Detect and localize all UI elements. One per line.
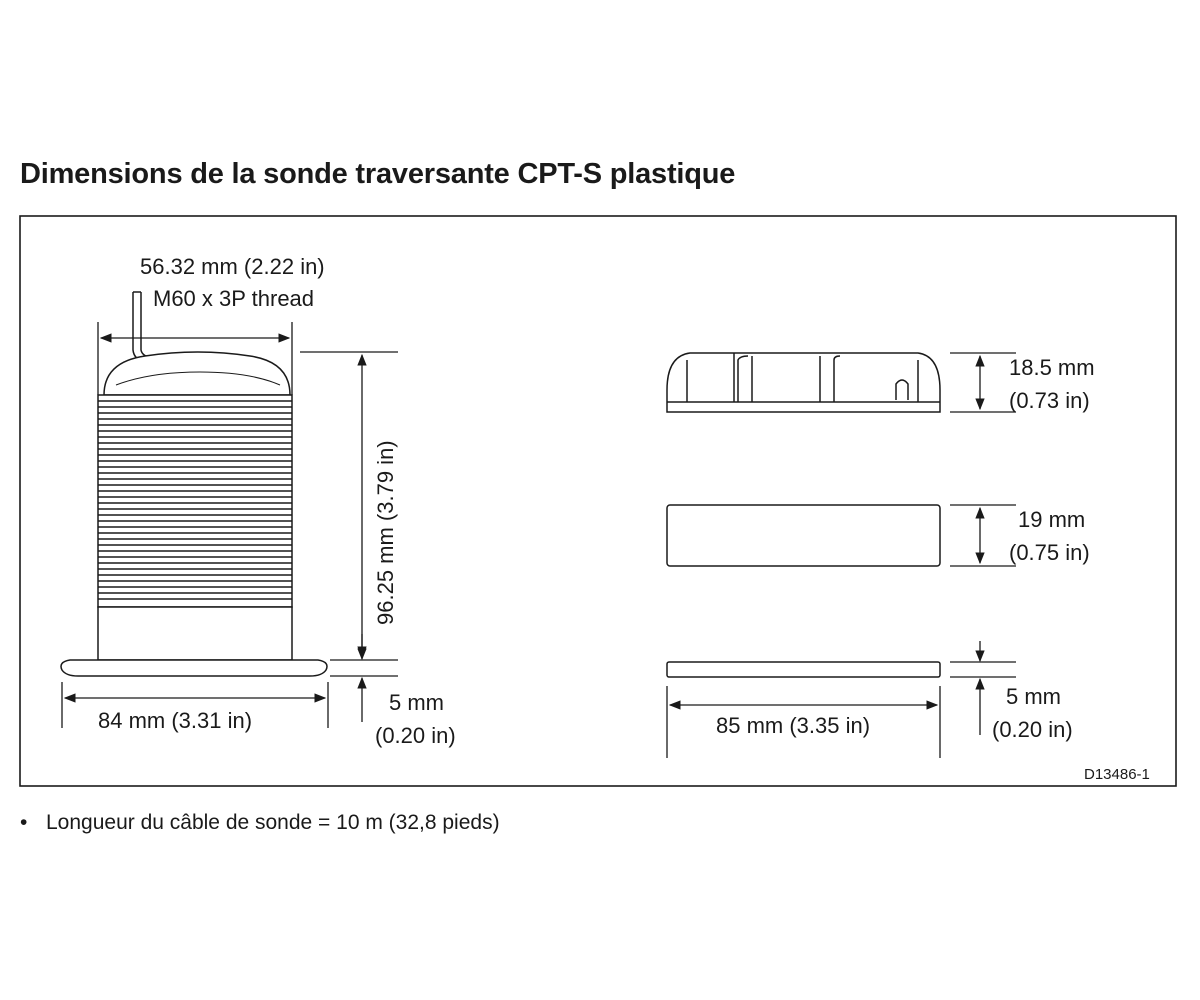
plate-width-label: 85 mm (3.35 in) — [716, 713, 871, 738]
figure-id: D13486-1 — [1084, 766, 1150, 783]
cable-length-note — [20, 811, 500, 835]
thread-spec-label: M60 x 3P thread — [153, 286, 315, 311]
nut-height-in-label: (0.73 in) — [1009, 388, 1090, 413]
block-drawing — [667, 505, 940, 566]
flange-height-in-label: (0.20 in) — [375, 723, 456, 748]
thread-width-label: 56.32 mm (2.22 in) — [140, 254, 325, 279]
transducer-collar — [98, 607, 292, 660]
transducer-flange — [61, 660, 327, 676]
block-height-mm-label: 19 mm — [1018, 507, 1086, 532]
block-height-in-label: (0.75 in) — [1009, 540, 1090, 565]
flange-width-label: 84 mm (3.31 in) — [98, 708, 253, 733]
plate-height-in-label: (0.20 in) — [992, 717, 1073, 742]
page-title: Dimensions de la sonde traversante CPT-S plastique — [20, 158, 736, 190]
note-text: Longueur du câble de sonde = 10 m (32,8 pieds) — [46, 811, 500, 834]
flange-height-mm-label: 5 mm — [389, 690, 444, 715]
nut-height-mm-label: 18.5 mm — [1009, 355, 1095, 380]
total-height-label: 96.25 mm (3.79 in) — [373, 440, 398, 625]
transducer-cap — [104, 352, 290, 395]
transducer-cable — [133, 292, 146, 362]
plate-drawing — [667, 662, 940, 677]
transducer-drawing — [61, 292, 327, 676]
plate-height-mm-label: 5 mm — [1006, 684, 1061, 709]
bullet: • — [20, 811, 28, 834]
nut-drawing — [667, 353, 940, 412]
